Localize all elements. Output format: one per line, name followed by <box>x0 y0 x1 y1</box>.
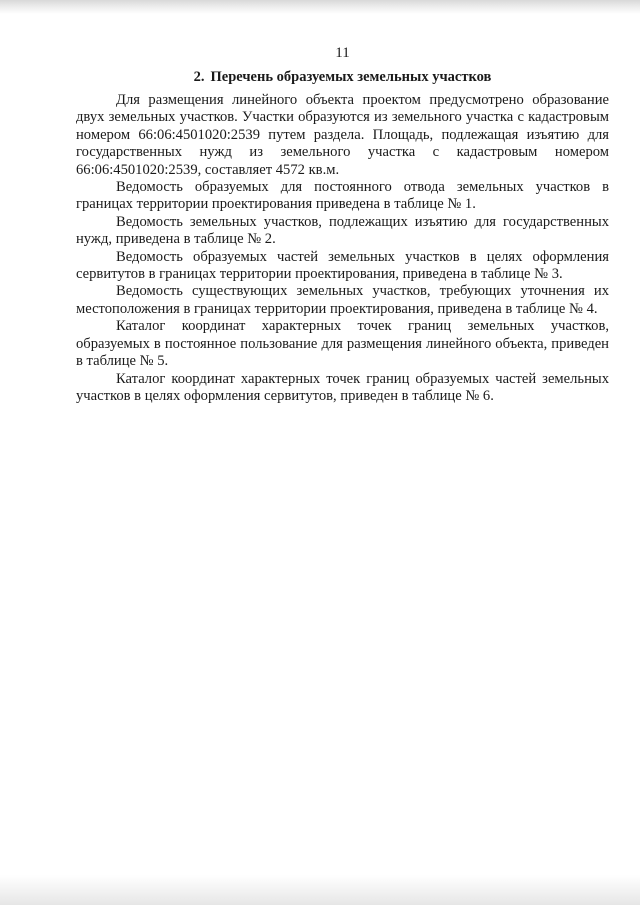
paragraph-table-5: Каталог координат характерных точек границ земельных участков, образуемых в постоянное пользование для размещения линейного объекта, приведен в таблице № 5. <box>76 318 609 370</box>
section-number: 2. <box>193 69 205 85</box>
paragraph-formation: Для размещения линейного объекта проектом предусмотрено образование двух земельных участков. Участки образуются из земельного участка с кадастровым номером 66:06:4501020:2539 путем раздела. Площадь, подлежащая изъятию для государственных нужд из земельного участка с кадастровым номером 66:06:4501020:2539, составляет 4572 кв.м. <box>76 92 609 178</box>
scan-edge-bottom <box>0 875 640 905</box>
page-number: 11 <box>335 45 350 61</box>
paragraph-table-4: Ведомость существующих земельных участков, требующих уточнения их местоположения в границах территории проектирования, приведена в таблице № 4. <box>76 283 609 317</box>
paragraph-table-6: Каталог координат характерных точек границ образуемых частей земельных участков в целях оформления сервитутов, приведен в таблице № 6. <box>76 370 609 404</box>
paragraph-table-1: Ведомость образуемых для постоянного отвода земельных участков в границах территории проектирования приведена в таблице № 1. <box>76 179 609 213</box>
scan-edge-top <box>0 0 640 14</box>
paragraph-table-3: Ведомость образуемых частей земельных участков в целях оформления сервитутов в границах территории проектирования, приведена в таблице № 3. <box>76 248 609 283</box>
paragraph-table-2: Ведомость земельных участков, подлежащих изъятию для государственных нужд, приведена в таблице № 2. <box>76 213 609 248</box>
document-page <box>76 44 609 405</box>
section-title: Перечень образуемых земельных участков <box>210 69 492 85</box>
section-heading <box>76 68 609 86</box>
